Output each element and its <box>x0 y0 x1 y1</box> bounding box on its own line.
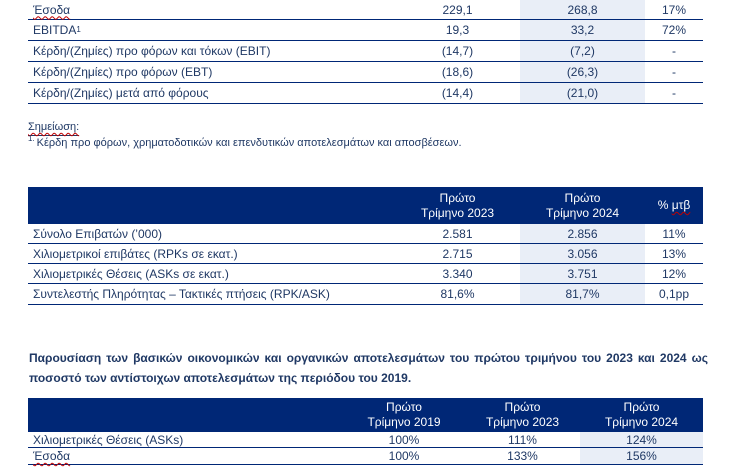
row-label: Χιλιομετρικοί επιβάτες (RPKs σε εκατ.) <box>33 246 238 261</box>
value-change: - <box>672 44 676 58</box>
value-q1-2024: 81,7% <box>520 284 645 304</box>
row-label: Συντελεστής Πληρότητας – Τακτικές πτήσεις (RPK/ASK) <box>33 287 330 301</box>
header-pct-change: % μτβ <box>657 198 691 212</box>
value-q1-2023: 2.581 <box>442 226 473 241</box>
value-q1-2024: (26,3) <box>520 62 645 82</box>
footnote-text: $^{1.}$ Κέρδη προ φόρων, χρηματοδοτικών και επενδυτικών αποτελεσμάτων και αποσβέσεων. <box>28 134 462 149</box>
row-label: EBITDA 1 <box>33 23 81 37</box>
row-label: Σύνολο Επιβατών (’000) <box>33 226 162 241</box>
table-row <box>28 224 703 244</box>
financial-results-table <box>28 0 703 104</box>
table-row <box>28 284 703 305</box>
value-change: 0,1pp <box>658 287 690 301</box>
value-change: 17% <box>661 2 687 17</box>
table-row <box>28 244 703 264</box>
value-q1-2024: 3.751 <box>520 264 645 283</box>
table-row <box>28 83 703 104</box>
value-q1-2024: 2.856 <box>520 224 645 243</box>
header-q1-2024: Πρώτο Τρίμηνο 2024 <box>604 400 679 429</box>
header-q1-2024: Πρώτο Τρίμηνο 2024 <box>545 190 620 220</box>
value-q1-2024: 33,2 <box>520 20 645 40</box>
header-q1-2023: Πρώτο Τρίμηνο 2023 <box>485 400 560 429</box>
value-change: 13% <box>661 246 687 261</box>
traffic-results-table <box>28 187 703 305</box>
header-q1-2019: Πρώτο Τρίμηνο 2019 <box>367 400 441 429</box>
value-q1-2023: (14,4) <box>441 86 474 100</box>
misspelled-word: Έσοδα <box>33 2 71 17</box>
table-row <box>28 20 703 41</box>
value-q1-2023: 81,6% <box>440 287 475 301</box>
row-label <box>28 448 343 464</box>
section-intro-paragraph: Παρουσίαση των βασικών οικονομικών και οργανικών αποτελεσμάτων του πρώτου τριμήνου του 2023 και 2024 ως ποσοστό των αντίστοιχων αποτελεσμάτων της περιόδου του 2019. <box>29 351 708 385</box>
row-label <box>28 0 395 19</box>
comparison-vs-2019-table <box>28 398 703 465</box>
value-q1-2024: (21,0) <box>520 83 645 103</box>
footnote-marker: 1. <box>28 134 35 144</box>
value-q1-2023: 2.715 <box>442 246 473 261</box>
value-q1-2023: (14,7) <box>441 44 474 58</box>
value-q1-2023: 3.340 <box>442 266 473 281</box>
footnote-heading <box>28 120 462 136</box>
table-row <box>28 264 703 284</box>
misspelled-word: μτβ <box>671 198 691 212</box>
value-q1-2023: 133% <box>507 449 538 463</box>
table-row <box>28 432 703 448</box>
value-change: - <box>672 65 676 79</box>
value-q1-2019: 100% <box>388 449 420 463</box>
value-q1-2019: 100% <box>388 432 420 447</box>
value-q1-2023: 229,1 <box>442 2 473 17</box>
misspelled-word: Σημείωση: <box>28 121 80 133</box>
misspelled-word: Έσοδα <box>33 449 71 463</box>
row-label: Κέρδη/(Ζημίες) μετά από φόρους <box>33 86 209 100</box>
table-row <box>28 0 703 20</box>
value-change: - <box>672 86 676 100</box>
value-change: 12% <box>661 266 687 281</box>
header-empty-cell <box>28 187 395 224</box>
row-label: Χιλιομετρικές Θέσεις (ASKs) <box>33 432 184 447</box>
table-header-row <box>28 398 703 432</box>
value-q1-2023: 19,3 <box>445 23 470 37</box>
value-q1-2023: (18,6) <box>441 65 474 79</box>
value-q1-2024: (7,2) <box>520 41 645 61</box>
value-q1-2024: 156% <box>580 448 703 464</box>
header-empty-cell <box>28 398 343 432</box>
row-label: Κέρδη/(Ζημίες) προ φόρων (EBT) <box>33 65 213 79</box>
footnote-block <box>28 120 462 151</box>
row-label: Χιλιομετρικές Θέσεις (ASKs σε εκατ.) <box>33 266 229 281</box>
row-label: Κέρδη/(Ζημίες) προ φόρων και τόκων (EBIT) <box>33 44 271 58</box>
value-change: 11% <box>662 226 686 241</box>
table-row <box>28 448 703 465</box>
value-change: 72% <box>661 23 687 37</box>
value-q1-2023: 111% <box>508 432 537 447</box>
header-q1-2023: Πρώτο Τρίμηνο 2023 <box>420 190 495 220</box>
value-q1-2024: 3.056 <box>520 244 645 263</box>
value-q1-2024: 124% <box>580 432 703 447</box>
table-row <box>28 62 703 83</box>
table-header-row <box>28 187 703 224</box>
table-row <box>28 41 703 62</box>
value-q1-2024: 268,8 <box>520 0 645 19</box>
